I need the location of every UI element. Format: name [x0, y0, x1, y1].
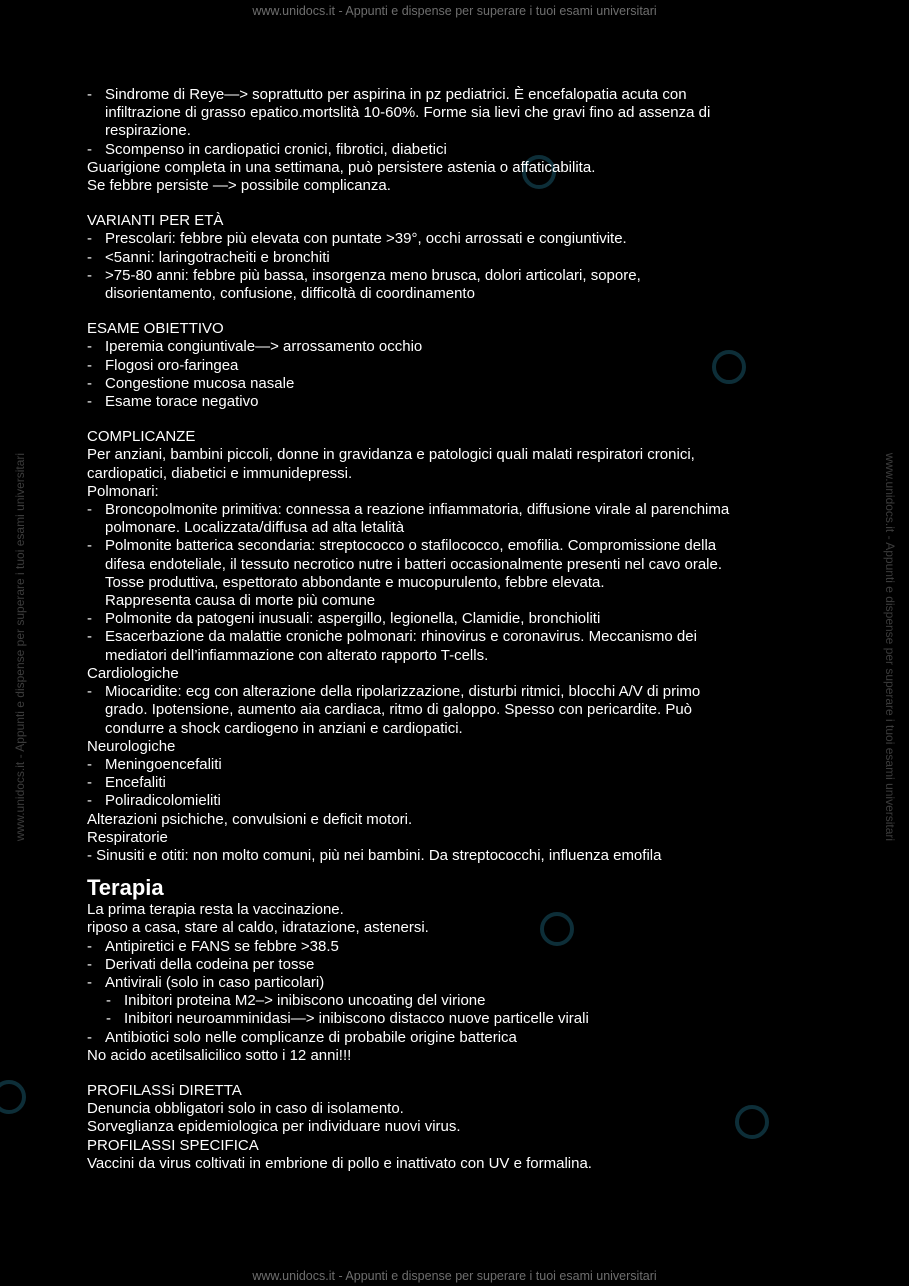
subsection-heading: Neurologiche	[87, 737, 176, 755]
list-item: - Derivati della codeina per tosse	[87, 955, 315, 973]
list-item: - Poliradicolomieliti	[87, 792, 221, 810]
list-item: - Polmonite da patogeni inusuali: aspergillo, legionella, Clamidie, bronchioliti	[87, 610, 601, 628]
watermark-right: www.unidocs.it - Appunti e dispense per superare i tuoi esami universitari	[883, 452, 897, 842]
intro-list	[87, 86, 827, 159]
list-item: - Flogosi oro-faringea	[87, 356, 239, 374]
list-item: - Scompenso in cardiopatici cronici, fibrotici, diabetici	[87, 140, 447, 158]
paragraph: Guarigione completa in una settimana, può persistere astenia o affaticabilita.	[87, 158, 596, 176]
list-item: - Miocaridite: ecg con alterazione della ripolarizzazione, disturbi ritmici, blocchi A/V di primo grado. Ipotensione, aumento aia cardiaca, ritmo di galoppo. Spesso con pericardite. Può condurre a shock cardiogeno in anziani e cardiopatici.	[87, 683, 701, 737]
paragraph: - Sinusiti e otiti: non molto comuni, più nei bambini. Da streptococchi, influenza emofila	[87, 846, 662, 864]
list-item: - Congestione mucosa nasale	[87, 374, 295, 392]
paragraph: Se febbre persiste —> possibile complicanza.	[87, 177, 391, 195]
list-item: - Sindrome di Reye—> soprattutto per aspirina in pz pediatrici. È encefalopatia acuta con infiltrazione di grasso epatico.mortslità 10-60%. Forme sia lievi che gravi fino ad assenza di respirazione.	[87, 86, 711, 140]
sub-list-item: - Inibitori proteina M2–> inibiscono uncoating del virione	[106, 992, 486, 1010]
watermark-top: www.unidocs.it - Appunti e dispense per superare i tuoi esami universitari	[252, 4, 657, 18]
subsection-heading: Polmonari:	[87, 482, 159, 500]
paragraph: cardiopatici, diabetici e immunidepressi.	[87, 464, 353, 482]
list-item: - Polmonite batterica secondaria: streptococco o stafilococco, emofilia. Compromissione della difesa endoteliale, il tessuto necrotico nutre i batteri occasionalmente presenti nel cavo orale. Tosse produttiva, espettorato abbondante e mucopurulento, febbre elevata. Rappresenta causa di morte più comune	[87, 537, 723, 610]
paragraph: Alterazioni psichiche, convulsioni e deficit motori.	[87, 810, 413, 828]
paragraph: Vaccini da virus coltivati in embrione di pollo e inattivato con UV e formalina.	[87, 1154, 592, 1172]
list-item: - Iperemia congiuntivale—> arrossamento occhio	[87, 338, 423, 356]
list-item: - Antipiretici e FANS se febbre >38.5	[87, 937, 339, 955]
section-heading: COMPLICANZE	[87, 428, 196, 446]
list-item: - Broncopolmonite primitiva: connessa a reazione infiammatoria, diffusione virale al parenchima polmonare. Localizzata/diffusa ad alta letalità	[87, 501, 730, 537]
paragraph: La prima terapia resta la vaccinazione.	[87, 901, 344, 919]
section-heading: VARIANTI PER ETÀ	[87, 212, 224, 230]
watermark-bottom: www.unidocs.it - Appunti e dispense per superare i tuoi esami universitari	[252, 1269, 657, 1283]
section-title-terapia: Terapia	[87, 875, 164, 901]
list-item: - Esacerbazione da malattie croniche polmonari: rhinovirus e coronavirus. Meccanismo dei mediatori dell’infiammazione con alterato rapporto T-cells.	[87, 628, 697, 664]
section-heading: PROFILASSi DIRETTA	[87, 1081, 242, 1099]
list-item: - Antibiotici solo nelle complicanze di probabile origine batterica	[87, 1028, 517, 1046]
list-item: - Meningoencefaliti	[87, 755, 222, 773]
list-item: - Esame torace negativo	[87, 393, 259, 411]
subsection-heading: Respiratorie	[87, 828, 168, 846]
list-item: - Prescolari: febbre più elevata con puntate >39°, occhi arrossati e congiuntivite.	[87, 230, 627, 248]
list-item: - Encefaliti	[87, 774, 166, 792]
subsection-heading: Cardiologiche	[87, 664, 179, 682]
sub-list-item: - Inibitori neuroamminidasi—> inibiscono distacco nuove particelle virali	[106, 1010, 589, 1028]
list-item: - Antivirali (solo in caso particolari)	[87, 973, 325, 991]
list-item: - <5anni: laringotracheiti e bronchiti	[87, 248, 330, 266]
watermark-left: www.unidocs.it - Appunti e dispense per superare i tuoi esami universitari	[13, 452, 27, 842]
paragraph: riposo a casa, stare al caldo, idratazione, astenersi.	[87, 919, 429, 937]
paragraph: Per anziani, bambini piccoli, donne in gravidanza e patologici quali malati respiratori cronici,	[87, 446, 695, 464]
section-heading: ESAME OBIETTIVO	[87, 320, 224, 338]
document-body	[87, 86, 827, 1173]
section-heading: PROFILASSI SPECIFICA	[87, 1136, 259, 1154]
paragraph: Sorveglianza epidemiologica per individuare nuovi virus.	[87, 1118, 461, 1136]
list-item: - >75-80 anni: febbre più bassa, insorgenza meno brusca, dolori articolari, sopore, disorientamento, confusione, difficoltà di coordinamento	[87, 266, 641, 303]
paragraph: Denuncia obbligatori solo in caso di isolamento.	[87, 1100, 404, 1118]
paragraph: No acido acetilsalicilico sotto i 12 anni!!!	[87, 1046, 352, 1064]
